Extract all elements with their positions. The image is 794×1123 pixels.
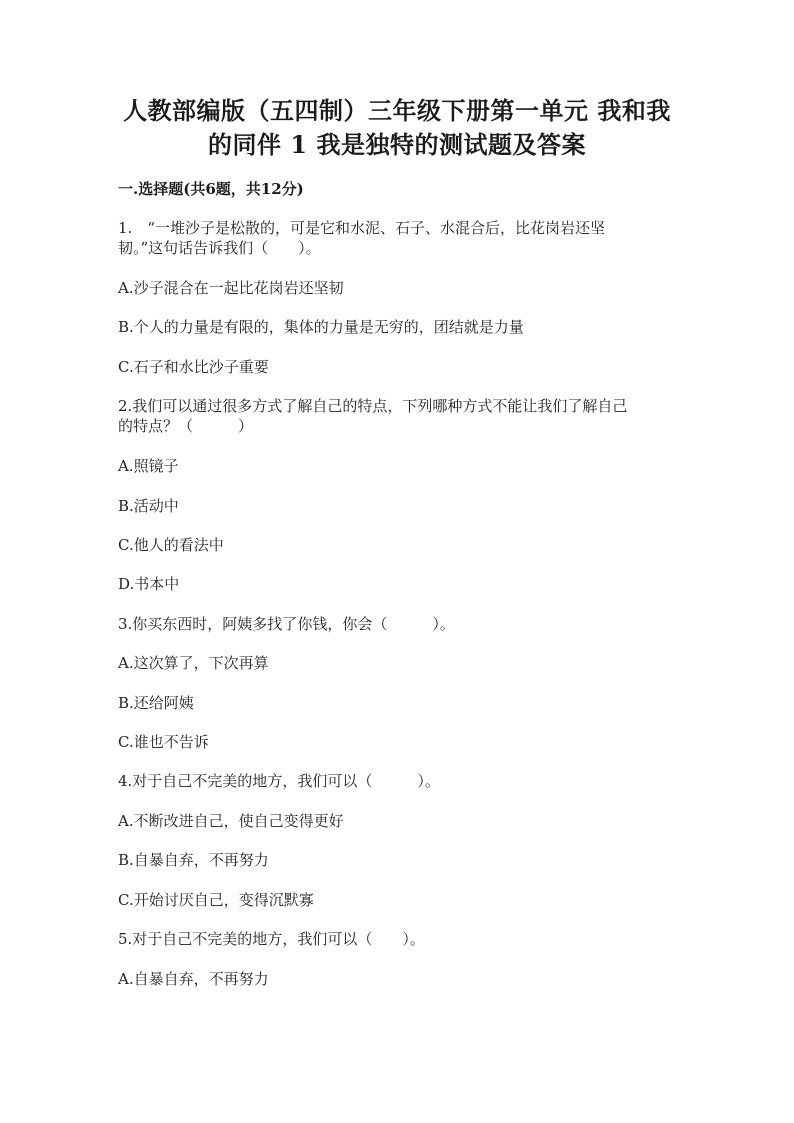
question-4-option-a: A.不断改进自己，使自己变得更好 — [118, 812, 344, 830]
question-1-option-a: A.沙子混合在一起比花岗岩还坚韧 — [118, 279, 344, 297]
question-3-option-a: A.这次算了，下次再算 — [118, 654, 269, 672]
question-2-option-d: D.书本中 — [118, 575, 180, 593]
question-2-option-a: A.照镜子 — [118, 457, 179, 475]
question-2-option-c: C.他人的看法中 — [118, 536, 224, 554]
question-3-stem: 3.你买东西时，阿姨多找了你钱，你会（ ）。 — [118, 615, 455, 633]
document-title-line-1: 人教部编版（五四制）三年级下册第一单元 我和我 — [123, 96, 671, 125]
question-1-stem-line-2: 韧。”这句话告诉我们（ ）。 — [118, 239, 321, 257]
question-5-stem: 5.对于自己不完美的地方，我们可以（ ）。 — [118, 930, 425, 948]
question-4-option-b: B.自暴自弃，不再努力 — [118, 851, 269, 869]
question-5-option-a: A.自暴自弃，不再努力 — [118, 970, 269, 988]
question-2-option-b: B.活动中 — [118, 497, 179, 515]
question-2-stem-line-1: 2.我们可以通过很多方式了解自己的特点，下列哪种方式不能让我们了解自己 — [118, 397, 628, 415]
question-3-option-b: B.还给阿姨 — [118, 694, 194, 712]
question-4-option-c: C.开始讨厌自己，变得沉默寡 — [118, 891, 314, 909]
section-heading: 一.选择题(共6题，共12分) — [118, 180, 304, 198]
question-3-option-c: C.谁也不告诉 — [118, 733, 209, 751]
question-4-stem: 4.对于自己不完美的地方，我们可以（ ）。 — [118, 772, 440, 790]
document-title-line-2: 的同伴 1 我是独特的测试题及答案 — [208, 130, 586, 159]
question-2-stem-line-2: 的特点？（ ） — [118, 417, 254, 435]
question-1-stem-line-1: 1. “一堆沙子是松散的，可是它和水泥、石子、水混合后，比花岗岩还坚 — [118, 219, 605, 237]
question-1-option-c: C.石子和水比沙子重要 — [118, 358, 269, 376]
question-1-option-b: B.个人的力量是有限的，集体的力量是无穷的，团结就是力量 — [118, 318, 524, 336]
